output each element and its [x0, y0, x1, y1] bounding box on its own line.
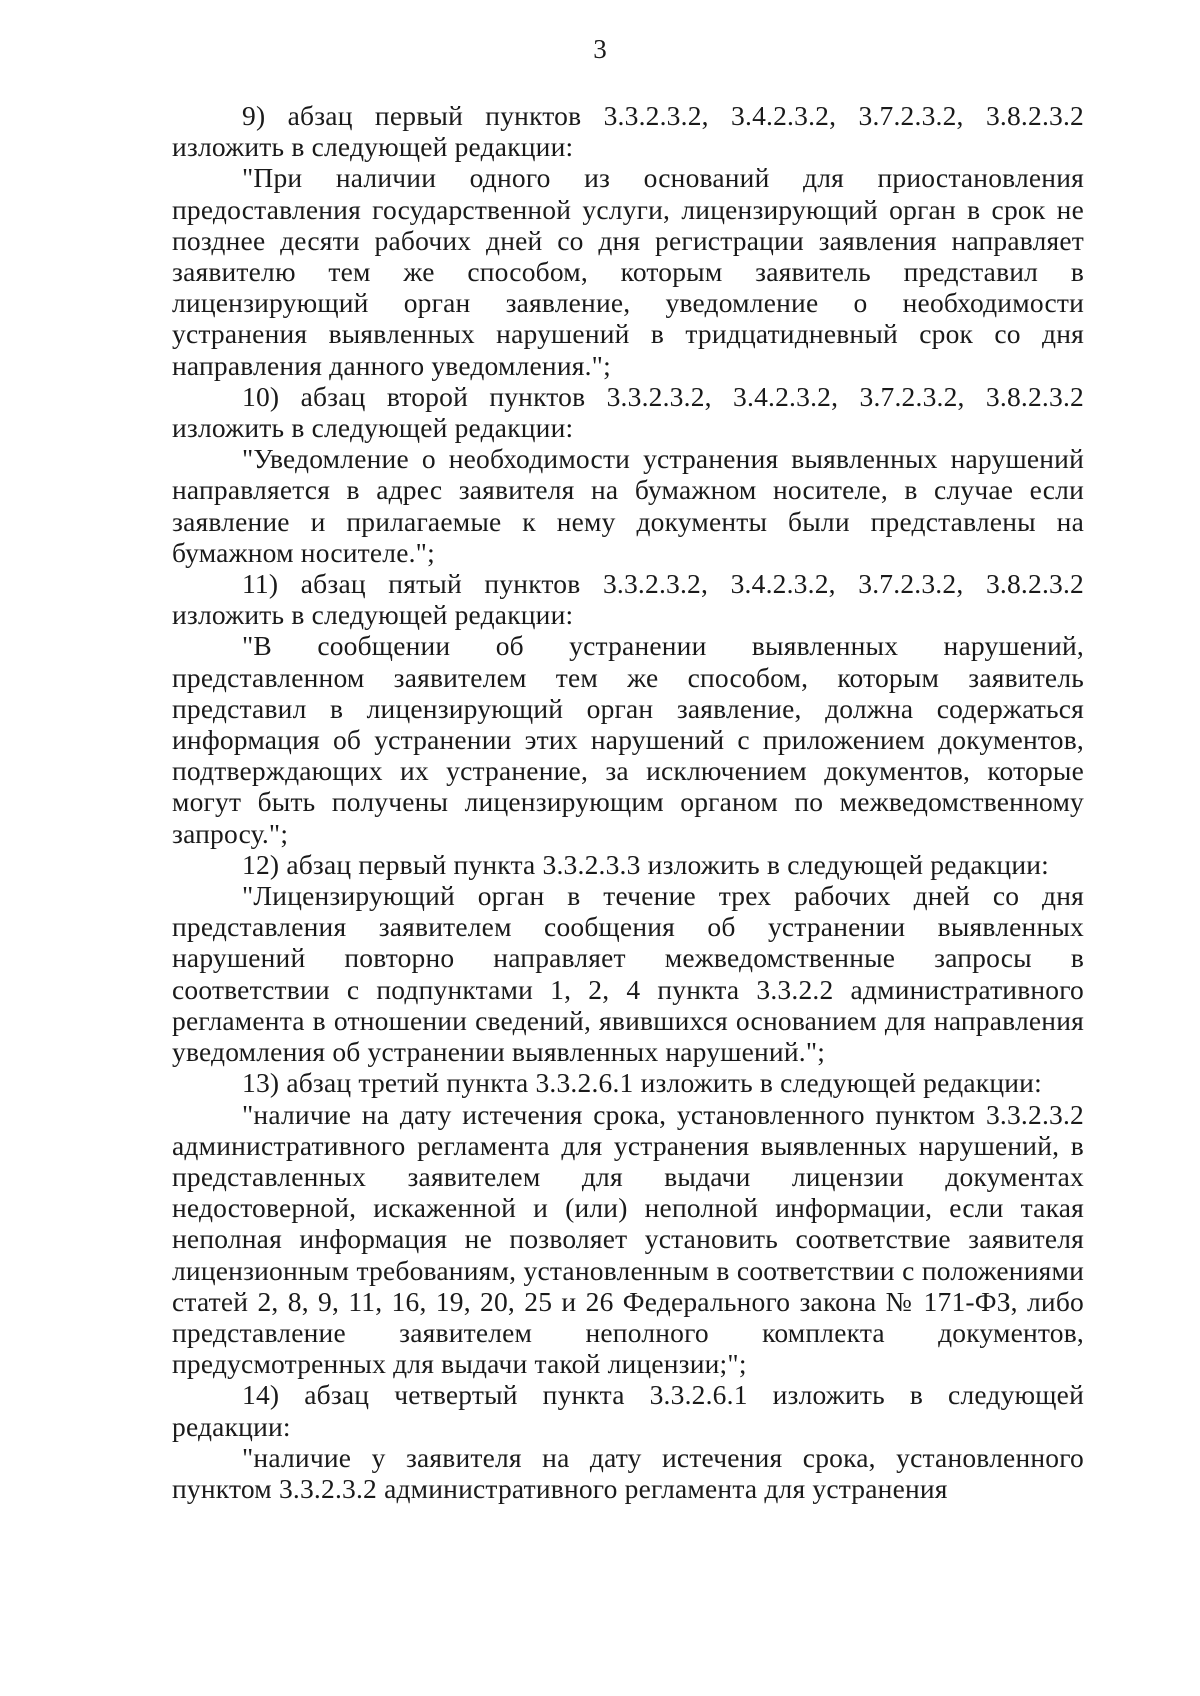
paragraph-item-14: 14) абзац четвертый пункта 3.3.2.6.1 изложить в следующей редакции: — [172, 1379, 1084, 1442]
paragraph-item-9: 9) абзац первый пунктов 3.3.2.3.2, 3.4.2.3.2, 3.7.2.3.2, 3.8.2.3.2 изложить в следующей редакции: — [172, 100, 1084, 163]
paragraph-item-10: 10) абзац второй пунктов 3.3.2.3.2, 3.4.2.3.2, 3.7.2.3.2, 3.8.2.3.2 изложить в следующей редакции: — [172, 380, 1084, 444]
page-number: 3 — [593, 34, 607, 64]
paragraph-quote-13: "наличие на дату истечения срока, установленного пунктом 3.3.2.3.2 административного регламента для устранения выявленных нарушений, в представленных заявителем для выдачи лицензии документах недостоверной, искаженной и (или) неполной информации, если такая неполная информация не позволяет установить соответствие заявителя лицензионным требованиям, установленным в соответствии с положениями статей 2, 8, 9, 11, 16, 19, 20, 25 и 26 Федерального закона № 171-ФЗ, либо представление заявителем неполного комплекта документов, предусмотренных для выдачи такой лицензии;"; — [172, 1098, 1084, 1380]
paragraph-item-11: 11) абзац пятый пунктов 3.3.2.3.2, 3.4.2.3.2, 3.7.2.3.2, 3.8.2.3.2 изложить в следующей редакции: — [172, 568, 1084, 631]
paragraph-item-13: 13) абзац третий пункта 3.3.2.6.1 изложить в следующей редакции: — [242, 1067, 1042, 1099]
paragraph-quote-14: "наличие у заявителя на дату истечения срока, установленного пунктом 3.3.2.3.2 административного регламента для устранения — [172, 1441, 1084, 1504]
paragraph-quote-12: "Лицензирующий орган в течение трех рабочих дней со дня представления заявителем сообщения об устранении выявленных нарушений повторно направляет межведомственные запросы в соответствии с подпунктами 1, 2, 4 пункта 3.3.2.2 административного регламента в отношении сведений, явившихся основанием для направления уведомления об устранении выявленных нарушений."; — [172, 880, 1084, 1068]
paragraph-quote-9: "При наличии одного из оснований для приостановления предоставления государственной услуги, лицензирующий орган в срок не позднее десяти рабочих дней со дня регистрации заявления направляет заявителю тем же способом, которым заявитель представил в лицензирующий орган заявление, уведомление о необходимости устранения выявленных нарушений в тридцатидневный срок со дня направления данного уведомления."; — [172, 162, 1084, 381]
paragraph-quote-11: "В сообщении об устранении выявленных нарушений, представленном заявителем тем же способом, которым заявитель представил в лицензирующий орган заявление, должна содержаться информация об устранении этих нарушений с приложением документов, подтверждающих их устранение, за исключением документов, которые могут быть получены лицензирующим органом по межведомственному запросу."; — [172, 630, 1084, 849]
paragraph-quote-10: "Уведомление о необходимости устранения выявленных нарушений направляется в адрес заявителя на бумажном носителе, в случае если заявление и прилагаемые к нему документы были представлены на бумажном носителе."; — [172, 443, 1084, 568]
paragraph-item-12: 12) абзац первый пункта 3.3.2.3.3 изложить в следующей редакции: — [242, 848, 1050, 880]
document-body — [172, 100, 1084, 1504]
